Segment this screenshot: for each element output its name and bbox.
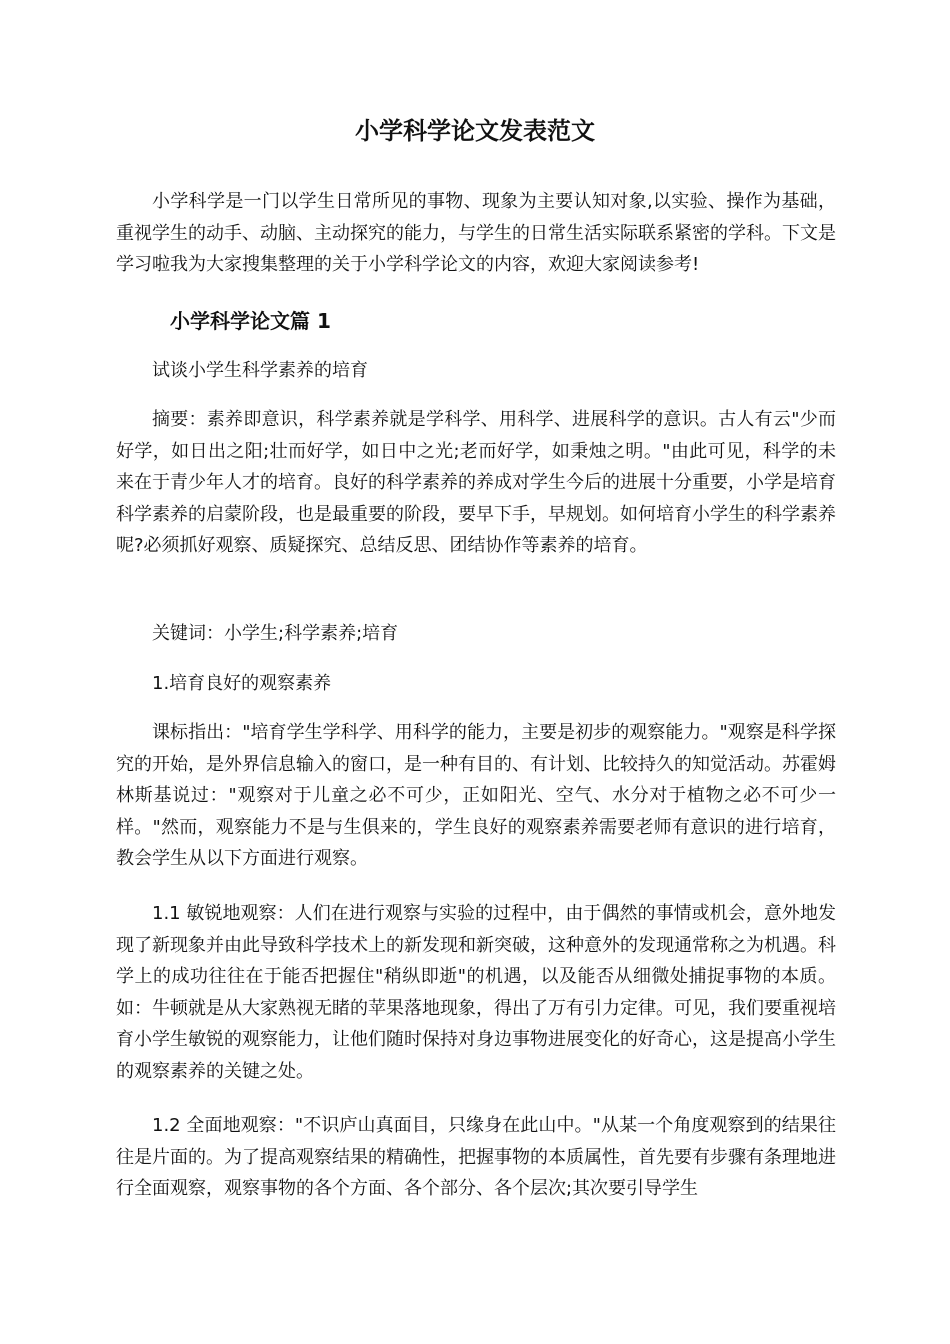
section-1-2-paragraph: 1.2 全面地观察："不识庐山真面目，只缘身在此山中。"从某一个角度观察到的结果往往是片面的。为了提高观察结果的精确性，把握事物的本质属性，首先要有步骤有条理地进行全面观察，观察事物的各个方面、各个部分、各个层次;其次要引导学生 [116,1115,836,1199]
intro-paragraph: 小学科学是一门以学生日常所见的事物、现象为主要认知对象,以实验、操作为基础，重视学生的动手、动脑、主动探究的能力，与学生的日常生活实际联系紧密的学科。下文是学习啦我为大家搜集整理的关于小学科学论文的内容，欢迎大家阅读参考! [116,191,836,275]
keywords-line: 关键词：小学生;科学素养;培育 [152,623,399,644]
heading-observation: 1.培育良好的观察素养 [152,673,332,694]
article-subtitle: 试谈小学生科学素养的培育 [152,360,368,381]
standard-paragraph: 课标指出："培育学生学科学、用科学的能力，主要是初步的观察能力。"观察是科学探究的开始，是外界信息输入的窗口，是一种有目的、有计划、比较持久的知觉活动。苏霍姆林斯基说过："观察对于儿童之必不可少，正如阳光、空气、水分对于植物之必不可少一样。"然而，观察能力不是与生俱来的，学生良好的观察素养需要老师有意识的进行培育，教会学生从以下方面进行观察。 [116,722,836,869]
abstract-paragraph: 摘要：素养即意识，科学素养就是学科学、用科学、进展科学的意识。古人有云"少而好学，如日出之阳;壮而好学，如日中之光;老而好学，如秉烛之明。"由此可见，科学的未来在于青少年人才的培育。良好的科学素养的养成对学生今后的进展十分重要，小学是培育科学素养的启蒙阶段，也是最重要的阶段，要早下手，早规划。如何培育小学生的科学素养呢?必须抓好观察、质疑探究、总结反思、团结协作等素养的培育。 [116,409,836,556]
document-title: 小学科学论文发表范文 [355,117,595,145]
section-heading: 小学科学论文篇 1 [170,309,331,333]
section-1-1-paragraph: 1.1 敏锐地观察：人们在进行观察与实验的过程中，由于偶然的事情或机会，意外地发现了新现象并由此导致科学技术上的新发现和新突破，这种意外的发现通常称之为机遇。科学上的成功往往在于能否把握住"稍纵即逝"的机遇，以及能否从细微处捕捉事物的本质。如：牛顿就是从大家熟视无睹的苹果落地现象，得出了万有引力定律。可见，我们要重视培育小学生敏锐的观察能力，让他们随时保持对身边事物进展变化的好奇心，这是提高小学生的观察素养的关键之处。 [116,903,836,1082]
